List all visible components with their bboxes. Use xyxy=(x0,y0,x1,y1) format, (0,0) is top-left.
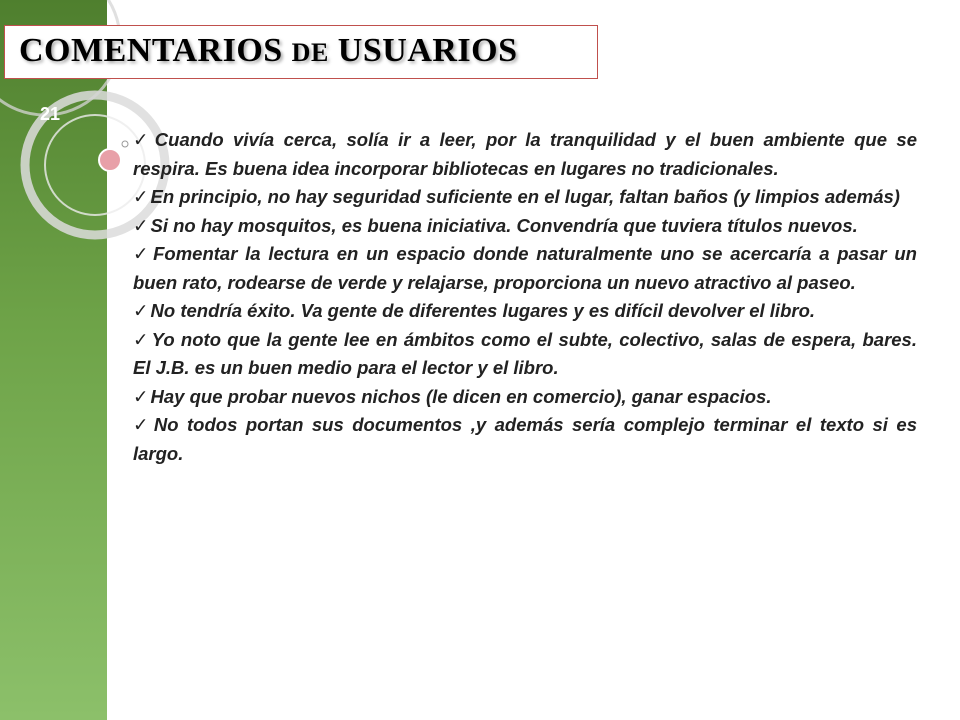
comment-item xyxy=(133,240,917,297)
comment-item xyxy=(133,126,917,183)
checkmark-icon: ✓ xyxy=(133,300,149,321)
comment-text: Cuando vivía cerca, solía ir a leer, por la tranquilidad y el buen ambiente que se respira. Es buena idea incorporar bibliotecas en lugares no tradicionales. xyxy=(133,129,917,179)
comment-item xyxy=(133,326,917,383)
checkmark-icon: ✓ xyxy=(133,385,149,407)
comment-item xyxy=(133,383,917,412)
comment-text: En principio, no hay seguridad suficiente en el lugar, faltan baños (y limpios además) xyxy=(150,186,900,207)
comment-item xyxy=(133,212,917,241)
title-part2: USUARIOS xyxy=(328,32,518,69)
slide-number: 21 xyxy=(40,104,61,124)
checkmark-icon: ✓ xyxy=(133,414,152,435)
comment-text: Si no hay mosquitos, es buena iniciativa. Convendría que tuviera títulos nuevos. xyxy=(150,214,858,236)
comment-item xyxy=(133,297,917,326)
comment-text: No todos portan sus documentos ,y además sería complejo terminar el texto si es largo. xyxy=(133,414,917,464)
checkmark-icon: ✓ xyxy=(133,186,149,207)
checkmark-icon: ✓ xyxy=(133,243,152,264)
checkmark-icon: ✓ xyxy=(133,328,150,350)
comment-text: No tendría éxito. Va gente de diferentes lugares y es difícil devolver el libro. xyxy=(150,300,816,321)
title-small: DE xyxy=(291,38,329,67)
comment-item xyxy=(133,183,917,212)
comment-text: Yo noto que la gente lee en ámbitos como el subte, colectivo, salas de espera, bares. El J.B. es un buen medio para el lector y el libro. xyxy=(133,328,917,378)
checkmark-icon: ✓ xyxy=(133,214,149,236)
title-box xyxy=(4,25,598,79)
comment-text: Fomentar la lectura en un espacio donde naturalmente uno se acercaría a pasar un buen rato, rodearse de verde y relajarse, proporciona un nuevo atractivo al paseo. xyxy=(133,243,917,293)
checkmark-icon: ✓ xyxy=(133,129,153,150)
comments-list xyxy=(133,126,917,468)
title-part1: COMENTARIOS xyxy=(19,32,292,69)
comment-item xyxy=(133,411,917,468)
comment-text: Hay que probar nuevos nichos (le dicen en comercio), ganar espacios. xyxy=(150,385,772,407)
slide-title xyxy=(19,32,518,70)
